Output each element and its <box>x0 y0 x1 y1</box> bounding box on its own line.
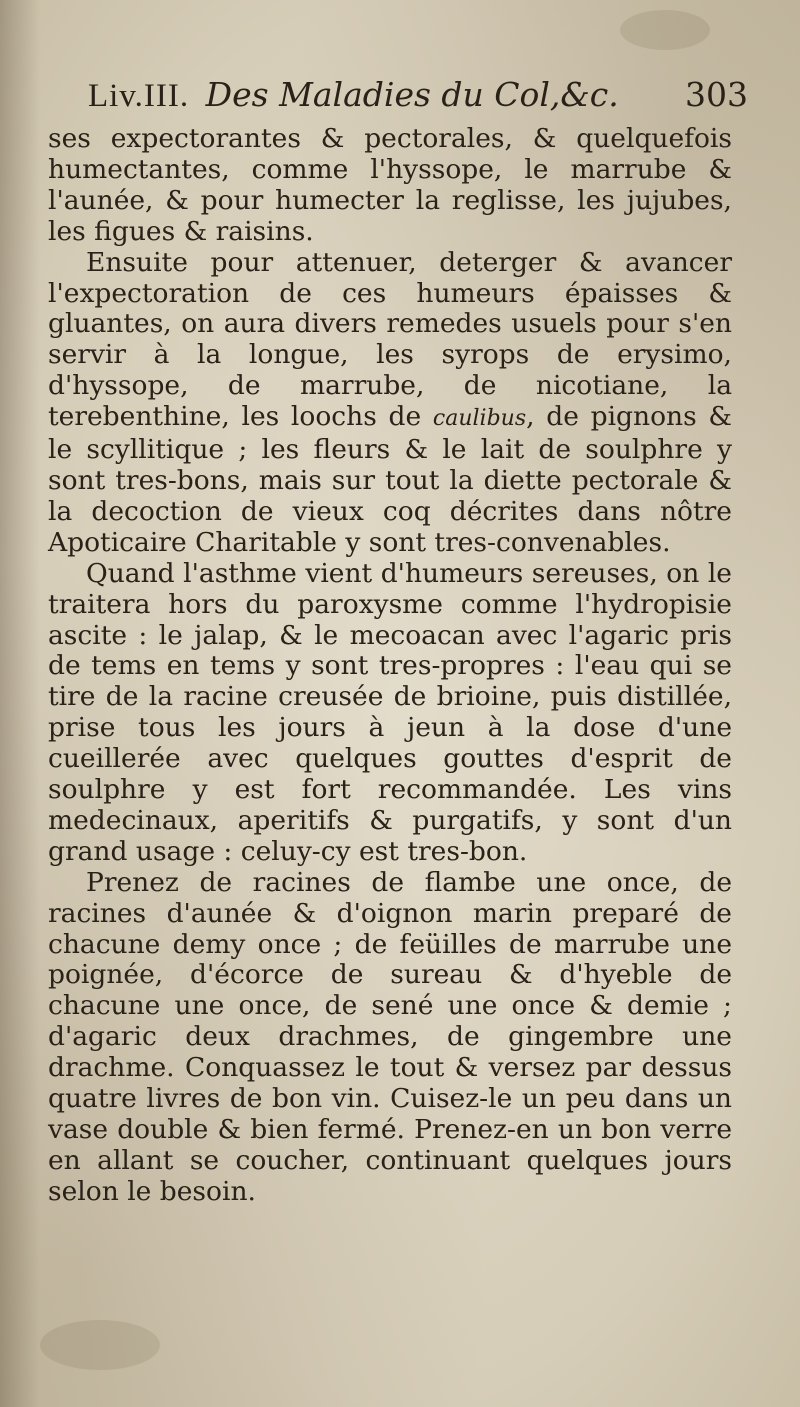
paragraph <box>48 868 732 1208</box>
paragraph-text: Quand l'asthme vient d'humeurs sereuses, on le traitera hors du paroxysme comme l'hydropisie ascite : le jalap, & le mecoacan avec l'agaric pris de tems en tems y sont tres-propres : l'eau qui se tire de la racine creusée de brioine, puis distillée, prise tous les jours à jeun à la dose d'une cueillerée avec quelques gouttes d'esprit de soulphre y est fort recommandée. Les vins medecinaux, aperitifs & purgatifs, y sont d'un grand usage : celuy-cy est tres-bon. <box>48 557 732 867</box>
running-head <box>88 70 768 120</box>
paragraph-text: Prenez de racines de flambe une once, de racines d'aunée & d'oignon marin preparé de chacune demy once ; de feüilles de marrube une poignée, d'écorce de sureau & d'hyeble de chacune une once, de sené une once & demie ; d'agaric deux drachmes, de gingembre une drachme. Conquassez le tout & versez par dessus quatre livres de bon vin. Cuisez-le un peu dans un vase double & bien fermé. Prenez-en un bon verre en allant se coucher, continuant quelques jours selon le besoin. <box>48 866 732 1207</box>
paragraph <box>48 559 732 868</box>
paragraph-text: Ensuite pour attenuer, deterger & avancer l'expectoration de ces humeurs épaisses & gluantes, on aura divers remedes usuels pour s'en servir à la longue, les syrops de erysimo, d'hyssope, de marrube, de nicotiane, la terebenthine, les loochs de <box>48 246 732 433</box>
page-number: 303 <box>685 75 748 114</box>
paragraph-text: , de pignons & le scyllitique ; les fleurs & le lait de soulphre y sont tres-bons, mais sur tout la diette pectorale & la decoction de vieux coq décrites dans nôtre Apoticaire Charitable y sont tres-convenables. <box>48 401 732 558</box>
latin-term: caulibus <box>432 406 527 432</box>
body-text <box>48 124 732 1208</box>
paragraph <box>48 124 732 248</box>
chapter-title: Des Maladies du Col,&c. <box>205 75 619 114</box>
page-gutter-shadow <box>0 0 40 1407</box>
paper-stain <box>40 1320 160 1370</box>
paragraph-text: ses expectorantes & pectorales, & quelquefois humectantes, comme l'hyssope, le marrube & l'aunée, & pour humecter la reglisse, les jujubes, les figues & raisins. <box>48 123 732 247</box>
paragraph <box>48 248 732 559</box>
book-reference: Liv.III. <box>88 78 190 114</box>
paper-stain <box>620 10 710 50</box>
